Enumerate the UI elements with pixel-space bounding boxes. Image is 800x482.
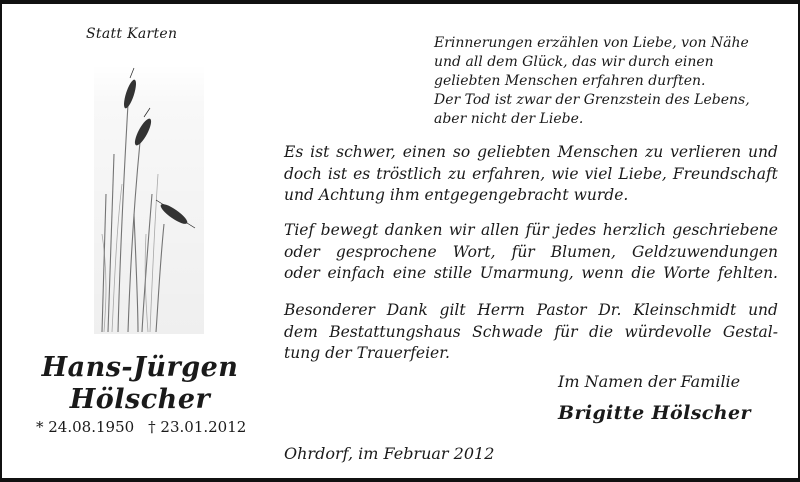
quote-line: Erinnerungen erzählen von Liebe, von Nähe <box>434 35 749 51</box>
statt-karten-label: Statt Karten <box>86 26 178 42</box>
quote-line: geliebten Menschen erfahren durften. <box>434 73 706 89</box>
paragraph-line: doch ist es tröstlich zu erfahren, wie viel Liebe, Freundschaft <box>284 164 778 183</box>
paragraph-line: oder einfach eine stille Umarmung, wenn die Worte fehlten. <box>284 264 778 282</box>
deceased-first-name: Hans-Jürgen <box>41 352 239 383</box>
quote-line: und all dem Glück, das wir durch einen <box>434 54 714 70</box>
memorial-quote <box>434 34 784 129</box>
deceased-last-name: Hölscher <box>69 384 211 415</box>
paragraph-gratitude-1 <box>284 142 778 207</box>
paragraph-line: tung der Trauerfeier. <box>284 344 450 362</box>
paragraph-line: Besonderer Dank gilt Herrn Pastor Dr. Kleinschmidt und <box>284 301 778 319</box>
paragraph-line: Tief bewegt danken wir allen für jedes herzlich geschriebene <box>284 221 778 239</box>
paragraph-line: Es ist schwer, einen so geliebten Menschen zu verlieren und <box>284 143 778 161</box>
paragraph-line: oder gesprochene Wort, für Blumen, Geldzuwendungen <box>284 242 778 261</box>
paragraph-line: dem Bestattungshaus Schwade für die würdevolle Gestal- <box>284 322 778 341</box>
paragraph-gratitude-2 <box>284 220 778 285</box>
signature: Brigitte Hölscher <box>558 402 751 424</box>
quote-line: aber nicht der Liebe. <box>434 111 584 127</box>
death-date: † 23.01.2012 <box>148 418 247 436</box>
life-dates <box>36 418 246 436</box>
paragraph-gratitude-3 <box>284 300 778 365</box>
place-date: Ohrdorf, im Februar 2012 <box>284 444 495 463</box>
wheat-ears-illustration-icon <box>94 64 204 334</box>
family-line: Im Namen der Familie <box>558 372 741 391</box>
quote-line: Der Tod ist zwar der Grenzstein des Lebens, <box>434 92 750 108</box>
birth-date: * 24.08.1950 <box>36 418 135 436</box>
paragraph-line: und Achtung ihm entgegengebracht wurde. <box>284 186 629 204</box>
